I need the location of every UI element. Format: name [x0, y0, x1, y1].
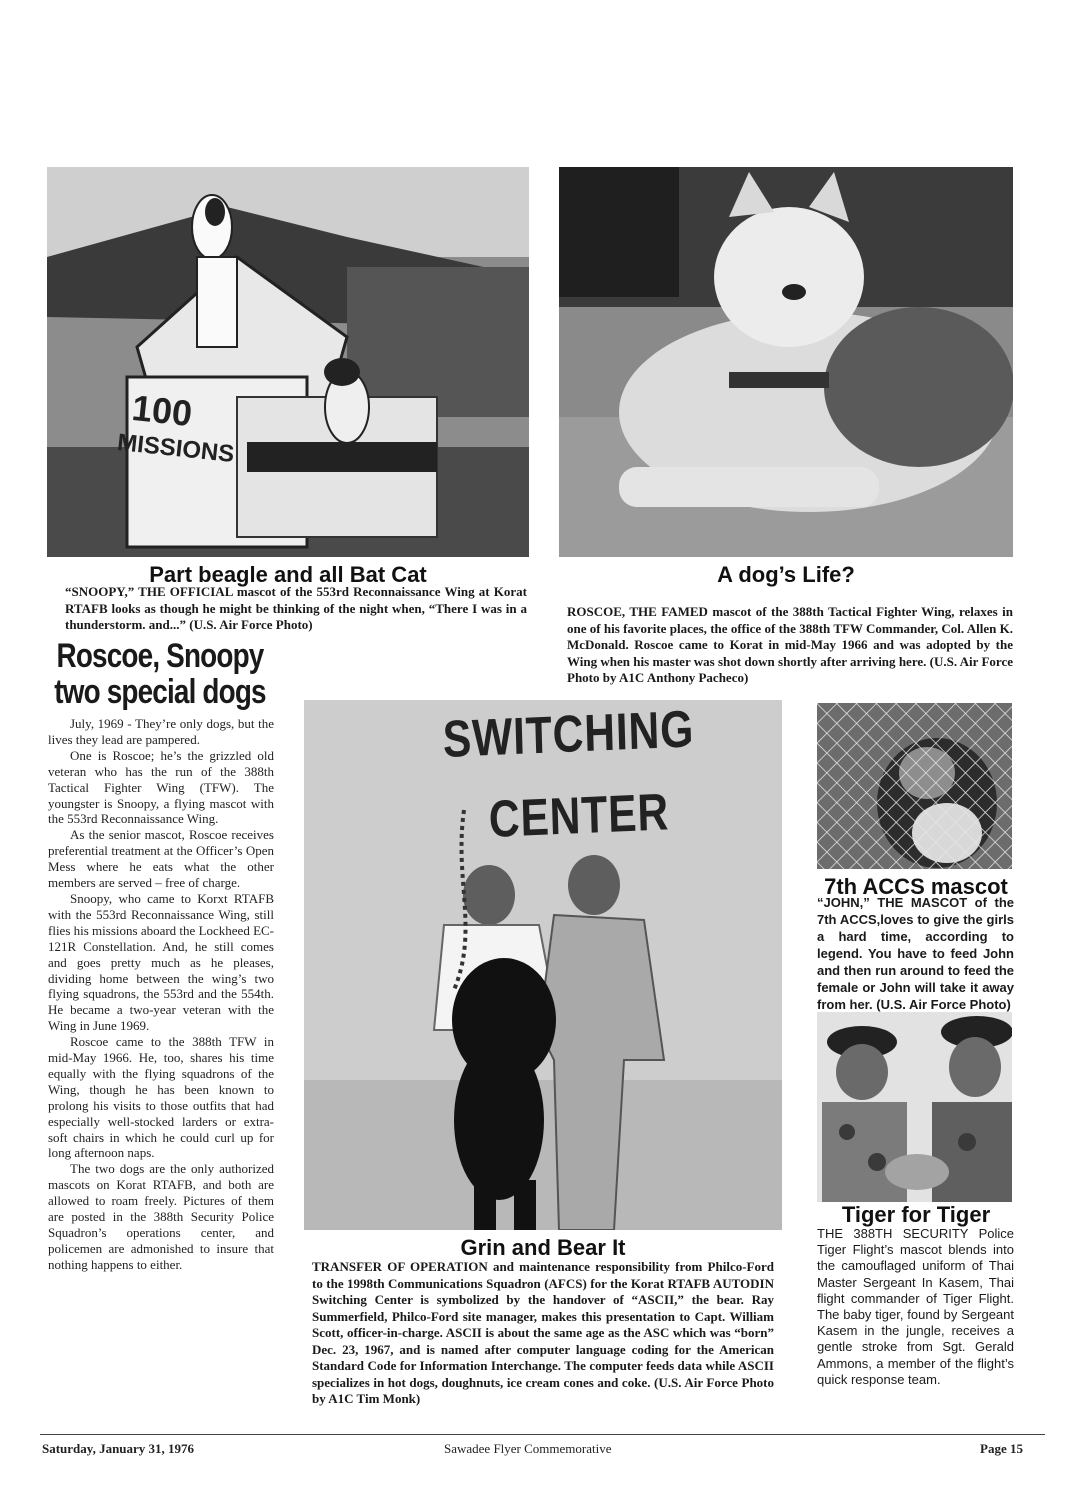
footer-publication: Sawadee Flyer Commemorative: [444, 1441, 612, 1456]
footer-page-number: Page 15: [980, 1441, 1023, 1456]
story-paragraph: One is Roscoe; he’s the grizzled old veteran who has the run of the 388th Tactical Fighter Wing (TFW). The youngster is Snoopy, a flying mascot with the 553rd Reconnaissance Wing.: [48, 747, 274, 827]
roscoe-headline: A dog’s Life?: [717, 562, 855, 587]
sign-100: 100: [130, 386, 195, 435]
tiger-headline: Tiger for Tiger: [841, 1202, 991, 1227]
story-paragraph: Roscoe came to the 388th TFW in mid-May 1966. He, too, shares his time equally with the flying squadrons of the Wing, though he has been known to prolong his visits to those outfits that had especially well-stocked larders or extra-soft chairs in which he could curl up for long afternoon naps.: [48, 1034, 274, 1161]
story-paragraph: Snoopy, who came to Korxt RTAFB with the 553rd Reconnaissance Wing, still flies his missions aboard the Lockheed EC-121R Constellation. And, he still comes and goes pretty much as he pleases, dividing home between the wing’s two flying squadrons, the 553rd and the 554th. He became a two-year veteran with the Wing in June 1969.: [48, 890, 275, 1034]
sign-center: CENTER: [488, 783, 670, 849]
tiger-caption: THE 388TH SECURITY Police Tiger Flight’s mascot blends into the camouflaged uniform of Thai Master Sergeant In Kasem, Thai flight commander of Tiger Flight. The baby tiger, found by Sergeant Kasem in the jungle, receives a gentle stroke from Sgt. Gerald Ammons, a member of the flight’s quick response team.: [817, 1226, 1014, 1387]
accs-photo: [817, 703, 1012, 869]
roscoe-caption: ROSCOE, THE FAMED mascot of the 388th Tactical Fighter Wing, relaxes in one of his favorite places, the office of the 388th TFW Commander, Col. Allen K. McDonald. Roscoe came to Korat in mid-May 1966 and was adopted by the Wing when his master was shot down shortly after arriving here. (U.S. Air Force Photo by A1C Anthony Pacheco): [567, 604, 1013, 685]
accs-headline: 7th ACCS mascot: [824, 874, 1008, 899]
story-paragraph: July, 1969 - They’re only dogs, but the lives they lead are pampered.: [48, 716, 274, 747]
bear-photo: [304, 700, 782, 1230]
sign-missions: MISSIONS: [115, 428, 236, 469]
bear-caption: TRANSFER OF OPERATION and maintenance responsibility from Philco-Ford to the 1998th Communications Squadron (AFCS) for the Korat RTAFB AUTODIN Switching Center is symbolized by the handover of “ASCII,” the bear. Ray Summerfield, Philco-Ford site manager, makes this presentation to Capt. William Scott, officer-in-charge. ASCII is about the same age as the ASC which was “born” Dec. 23, 1967, and is named after computer language coding for the American Standard Code for Information Interchange. The computer feeds data while ASCII specializes in hot dogs, doughnuts, ice cream cones and coke. (U.S. Air Force Photo by A1C Tim Monk): [312, 1259, 774, 1406]
snoopy-caption: “SNOOPY,” THE OFFICIAL mascot of the 553rd Reconnaissance Wing at Korat RTAFB looks as though he might be thinking of the night when, “There I was in a thunderstorm. and...” (U.S. Air Force Photo): [65, 584, 527, 632]
story-paragraph: The two dogs are the only authorized mascots on Korat RTAFB, and both are allowed to roam freely. Pictures of them are posted in the 388th Security Police Squadron’s operations center, and policemen are admonished to insure that nothing happens to either.: [48, 1161, 274, 1272]
tiger-photo: [817, 1012, 1012, 1202]
sign-switching: SWITCHING: [442, 700, 695, 769]
roscoe-photo: [559, 167, 1013, 557]
footer-date: Saturday, January 31, 1976: [42, 1441, 195, 1456]
bear-headline: Grin and Bear It: [460, 1235, 626, 1260]
snoopy-headline: Part beagle and all Bat Cat: [149, 562, 427, 587]
accs-caption: “JOHN,” THE MASCOT of the 7th ACCS,loves to give the girls a hard time, according to legend. You have to feed John and then run around to feed the female or John will take it away from her. (U.S. Air Force Photo): [817, 895, 1014, 1012]
snoopy-photo: [47, 167, 529, 557]
story-body: [48, 716, 274, 1273]
story-paragraph: As the senior mascot, Roscoe receives preferential treatment at the Officer’s Open Mess where he eats what the other members are served – free of charge.: [48, 827, 274, 891]
footer-rule: [40, 1434, 1045, 1435]
story-title-line1: Roscoe, Snoopy: [56, 637, 264, 675]
story-title-line2: two special dogs: [54, 673, 266, 711]
